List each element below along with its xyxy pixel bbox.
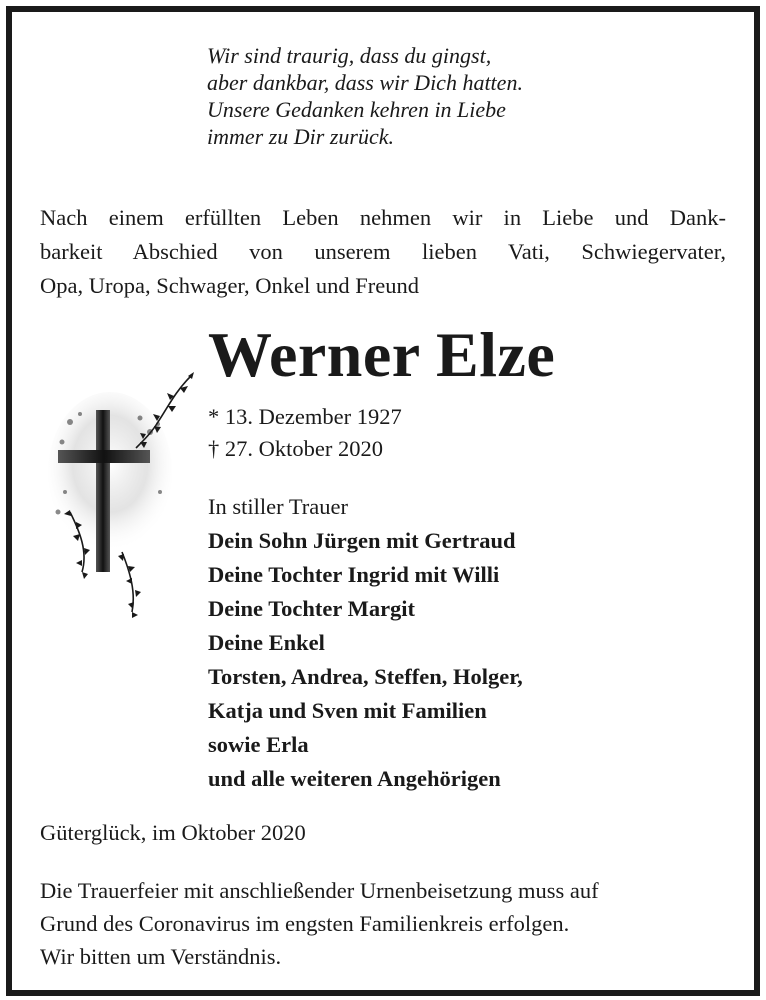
- closing-line: Die Trauerfeier mit anschließender Urnenbeisetzung muss auf: [40, 878, 599, 903]
- poem-line: Unsere Gedanken kehren in Liebe: [207, 97, 506, 122]
- intro-paragraph: [40, 201, 726, 303]
- mourner-line: Torsten, Andrea, Steffen, Holger,: [208, 664, 523, 689]
- mourner-line: Katja und Sven mit Familien: [208, 698, 487, 723]
- mourner-line: und alle weiteren Angehörigen: [208, 766, 501, 791]
- death-date: † 27. Oktober 2020: [208, 436, 383, 461]
- closing-line: Wir bitten um Verständnis.: [40, 944, 282, 969]
- birth-date: * 13. Dezember 1927: [208, 404, 402, 429]
- closing-line: Grund des Coronavirus im engsten Familienkreis erfolgen.: [40, 911, 570, 936]
- poem-line: Wir sind traurig, dass du gingst,: [207, 43, 492, 68]
- deceased-name: Werner Elze: [208, 319, 556, 390]
- cross-with-ivy-icon: [40, 362, 200, 622]
- mourner-line: Deine Tochter Ingrid mit Willi: [208, 562, 500, 587]
- mourner-line: Dein Sohn Jürgen mit Gertraud: [208, 528, 516, 553]
- poem-line: aber dankbar, dass wir Dich hatten.: [207, 70, 523, 95]
- mourner-line: Deine Tochter Margit: [208, 596, 416, 621]
- mourner-line: sowie Erla: [208, 732, 309, 757]
- mourners-list: [208, 490, 523, 796]
- intro-line: barkeit Abschied von unserem lieben Vati, Schwiegervater,: [40, 239, 726, 264]
- memorial-poem: [207, 42, 523, 150]
- intro-line: Opa, Uropa, Schwager, Onkel und Freund: [40, 273, 420, 298]
- life-dates: [208, 401, 402, 465]
- mourner-line: Deine Enkel: [208, 630, 325, 655]
- poem-line: immer zu Dir zurück.: [207, 124, 394, 149]
- place-and-date: Güterglück, im Oktober 2020: [40, 820, 306, 845]
- obituary-notice: [6, 6, 760, 996]
- mourning-heading: In stiller Trauer: [208, 494, 348, 519]
- closing-paragraph: [40, 874, 599, 973]
- intro-line: Nach einem erfüllten Leben nehmen wir in Liebe und Dank-: [40, 205, 726, 230]
